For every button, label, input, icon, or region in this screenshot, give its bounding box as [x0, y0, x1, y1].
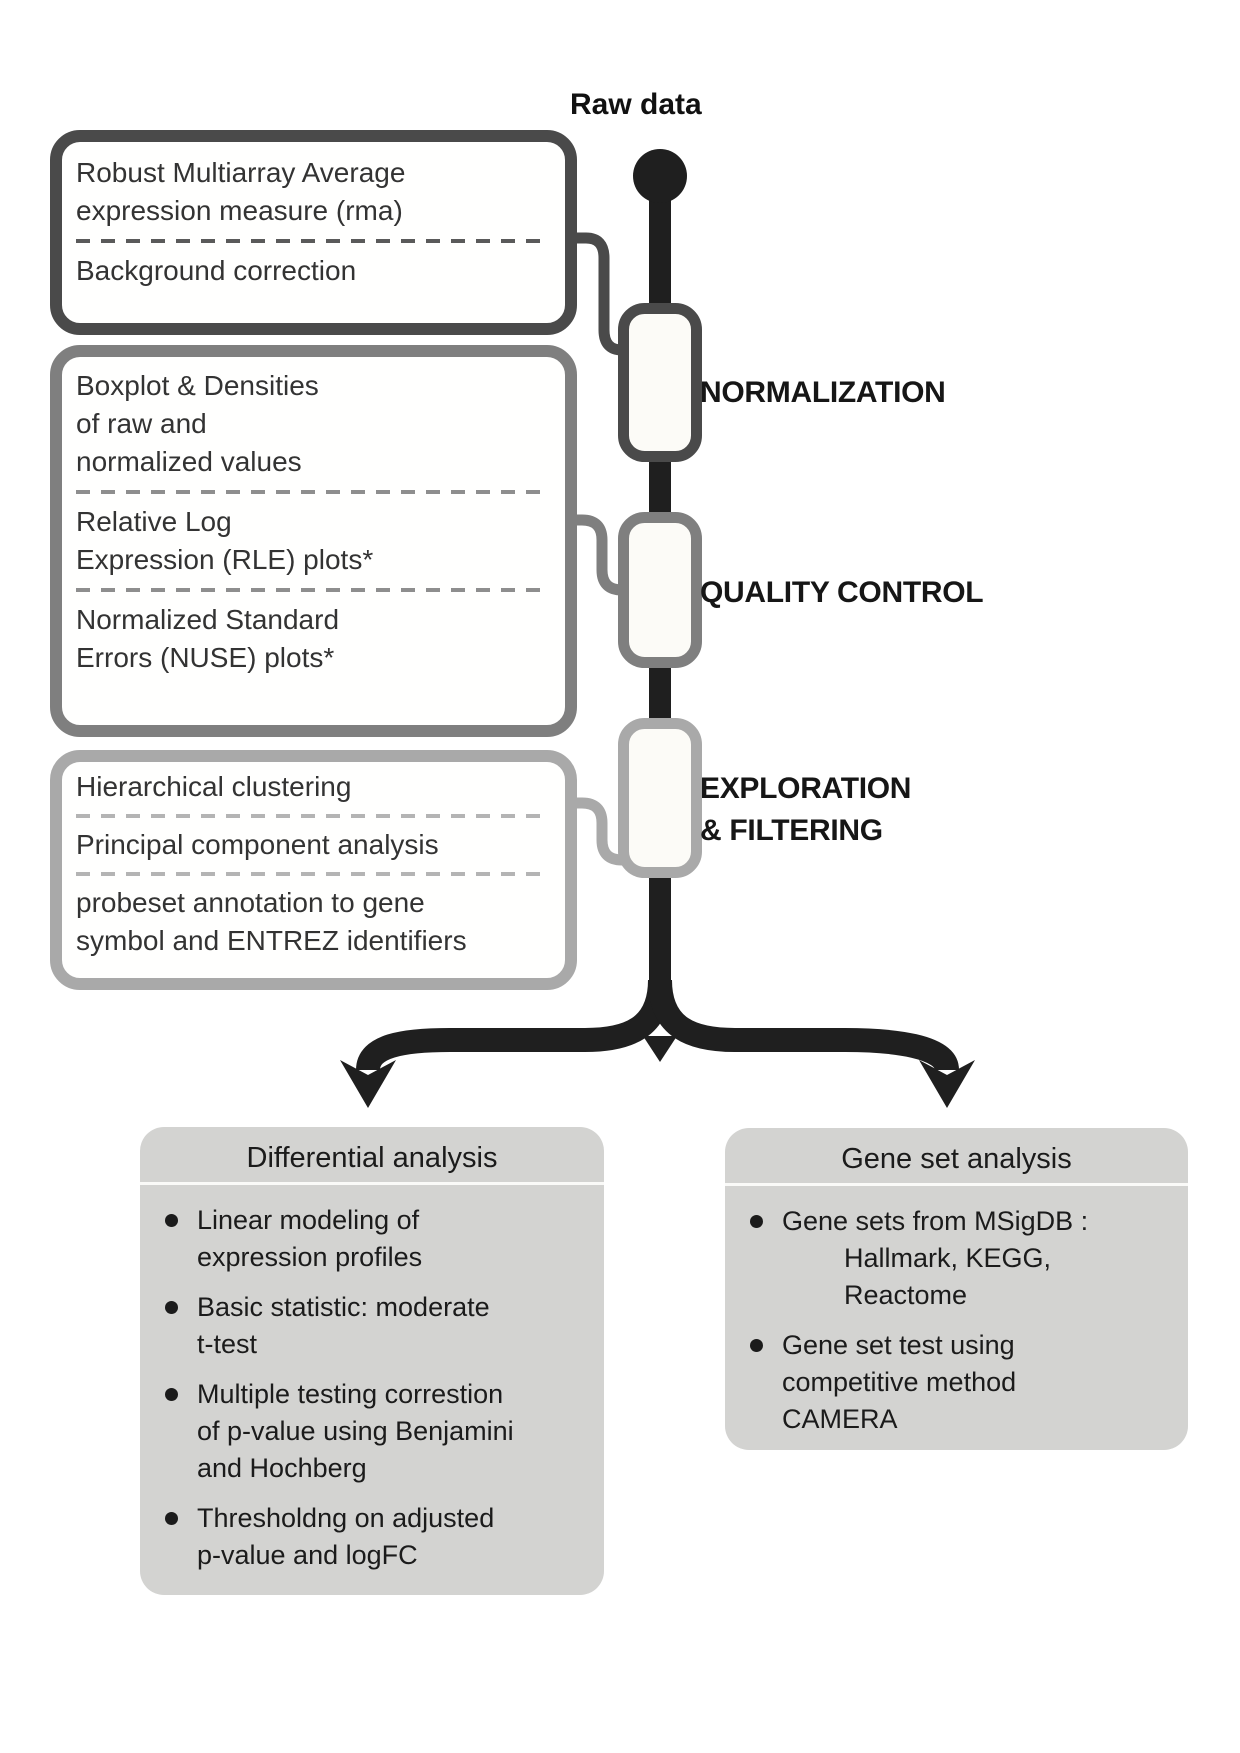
step-text: Boxplot & Densities [76, 370, 319, 401]
bullet-line: Linear modeling of [197, 1205, 420, 1235]
bullet-icon [165, 1214, 178, 1227]
step-text: normalized values [76, 446, 302, 477]
step-text: Normalized Standard [76, 604, 340, 635]
dashed-divider [76, 490, 549, 494]
gene-set-analysis-box [725, 1128, 1188, 1450]
stage-label-normalization: NORMALIZATION [700, 376, 946, 409]
step-box-exploration [50, 750, 577, 990]
list-item [140, 1202, 596, 1276]
step-text: Errors (NUSE) plots* [76, 642, 335, 673]
bullet-line: Basic statistic: moderate [197, 1292, 490, 1322]
dashed-divider [76, 239, 549, 243]
node-exploration [624, 724, 697, 873]
node-normalization [624, 309, 697, 457]
step-text: of raw and [76, 408, 207, 439]
bullet-line: Gene set test using [782, 1330, 1015, 1360]
stage-label-line: & FILTERING [700, 814, 883, 847]
bullet-line: expression profiles [197, 1242, 423, 1272]
gene-set-analysis-title: Gene set analysis [725, 1128, 1188, 1186]
stage-label-quality-control: QUALITY CONTROL [700, 576, 984, 609]
list-item [725, 1203, 1180, 1314]
bullet-icon [750, 1215, 763, 1228]
list-item [140, 1289, 596, 1363]
bullet-icon [750, 1339, 763, 1352]
step-box-quality-control [50, 345, 577, 737]
raw-data-dot [633, 149, 687, 203]
stage-label-line: EXPLORATION [700, 772, 912, 805]
dashed-divider [76, 588, 549, 592]
bullet-line: Gene sets from MSigDB : [782, 1206, 1089, 1236]
step-text: probeset annotation to gene [76, 887, 425, 918]
step-text: Expression (RLE) plots* [76, 544, 374, 575]
step-text: Hierarchical clustering [76, 771, 352, 802]
step-box-normalization [50, 130, 577, 335]
list-item [140, 1376, 596, 1487]
differential-analysis-title: Differential analysis [140, 1127, 604, 1185]
bullet-line: Multiple testing correstion [197, 1379, 504, 1409]
differential-analysis-box [140, 1127, 604, 1595]
bullet-line: competitive method [782, 1367, 1017, 1397]
stage-label-exploration [700, 768, 911, 852]
branch-left-arm [368, 980, 660, 1070]
dashed-divider [76, 872, 549, 876]
bullet-line: CAMERA [782, 1404, 898, 1434]
branch-center-point [643, 1036, 677, 1062]
dashed-divider [76, 814, 549, 818]
bullet-icon [165, 1512, 178, 1525]
step-text: expression measure (rma) [76, 195, 403, 226]
list-item [140, 1500, 596, 1574]
branch-right-arm [660, 980, 947, 1070]
bullet-line: p-value and logFC [197, 1540, 418, 1570]
step-text: Background correction [76, 255, 357, 286]
bullet-icon [165, 1301, 178, 1314]
bullet-line: t-test [197, 1329, 258, 1359]
bullet-line: and Hochberg [197, 1453, 367, 1483]
bullet-line: Thresholdng on adjusted [197, 1503, 495, 1533]
step-text: Relative Log [76, 506, 232, 537]
step-text: Robust Multiarray Average [76, 157, 406, 188]
bullet-line: of p-value using Benjamini [197, 1416, 514, 1446]
bullet-icon [165, 1388, 178, 1401]
list-item [725, 1327, 1180, 1438]
bullet-line: Reactome [844, 1280, 968, 1310]
raw-data-label: Raw data [570, 88, 702, 121]
step-text: symbol and ENTREZ identifiers [76, 925, 467, 956]
bullet-line: Hallmark, KEGG, [844, 1243, 1052, 1273]
node-quality-control [624, 518, 697, 663]
gene-set-analysis-bullets [725, 1186, 1188, 1438]
step-text: Principal component analysis [76, 829, 439, 860]
differential-analysis-bullets [140, 1185, 604, 1574]
